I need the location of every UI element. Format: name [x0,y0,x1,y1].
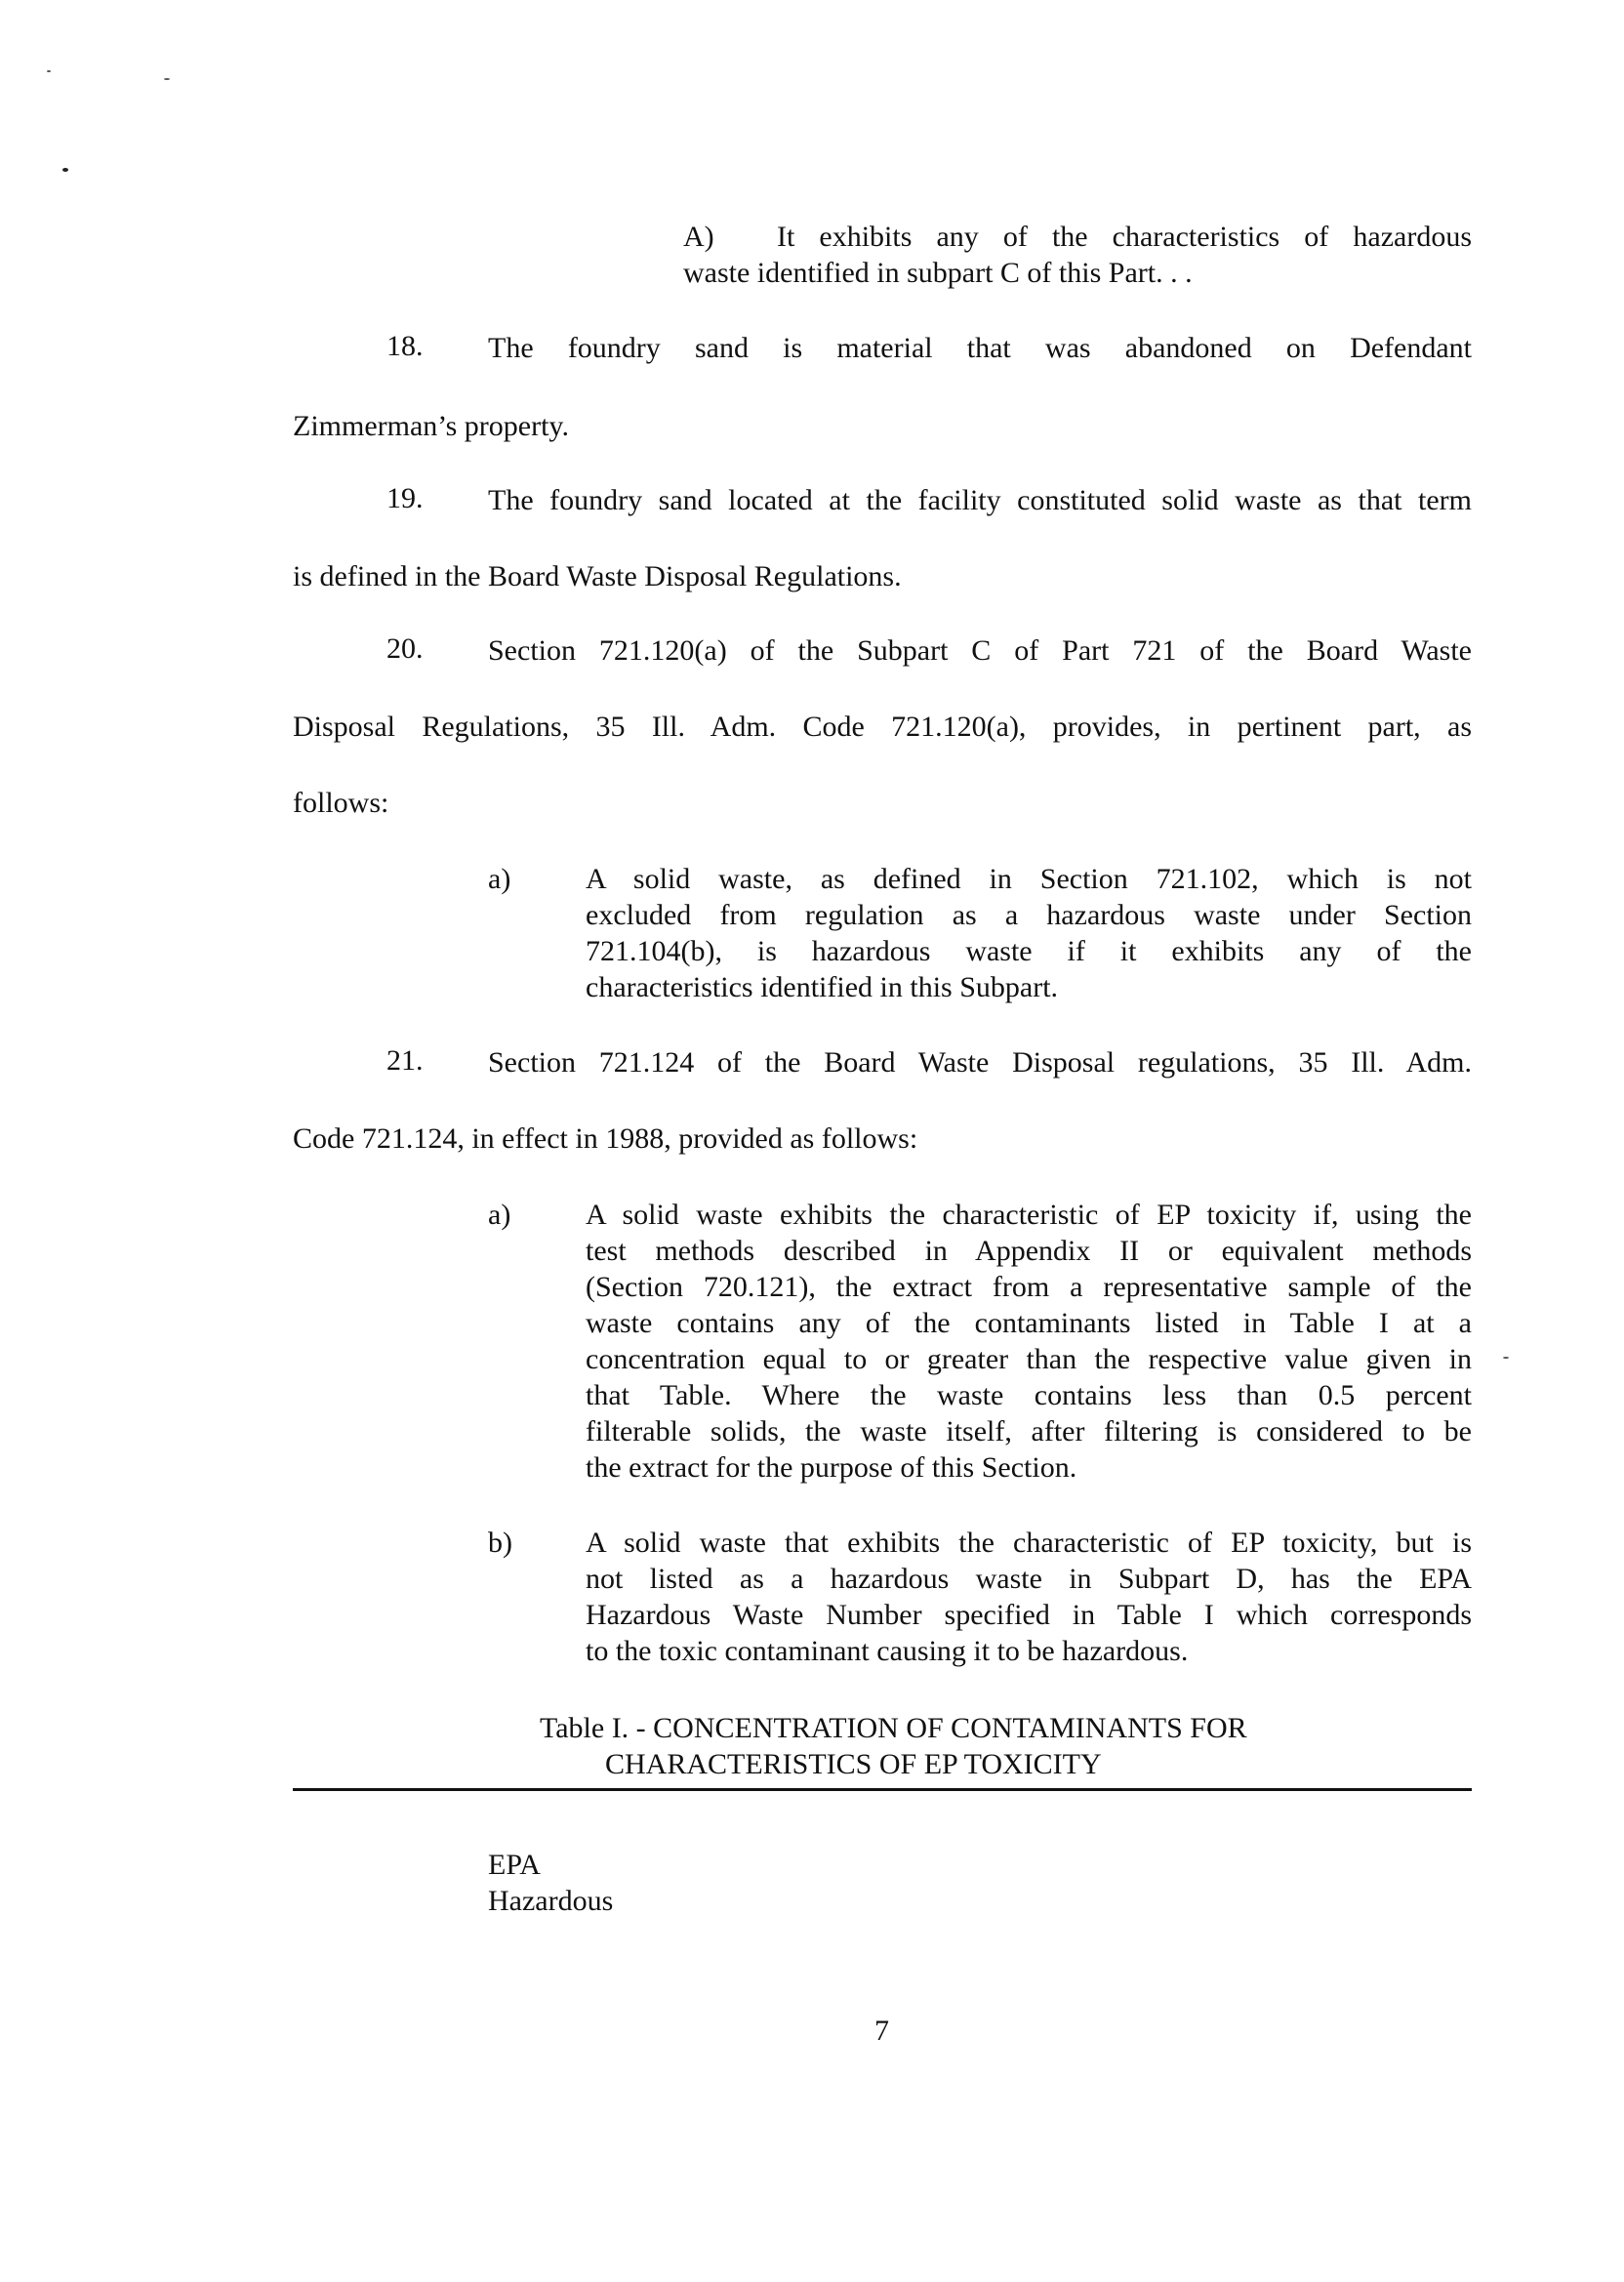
quote-line: (Section 720.121), the extract from a representative sample of the [586,1271,1472,1303]
quote-line: to the toxic contaminant causing it to be hazardous. [586,1635,1189,1667]
table-title: CHARACTERISTICS OF EP TOXICITY [605,1748,1102,1780]
table-title: Table I. - CONCENTRATION OF CONTAMINANTS FOR [540,1712,1247,1744]
quote-line: that Table. Where the waste contains less than 0.5 percent [586,1379,1472,1411]
table-column-header: Hazardous [488,1885,614,1917]
paragraph-line: Disposal Regulations, 35 Ill. Adm. Code 721.120(a), provides, in pertinent part, as [293,711,1472,743]
table-column-header: EPA [488,1849,541,1881]
table-top-rule [293,1788,1472,1791]
paragraph-number: 18. [386,330,424,362]
paragraph-number: 19. [386,482,424,514]
page-number: 7 [874,2015,889,2047]
quote-a-line: It exhibits any of the characteristics of hazardous [777,221,1472,253]
paragraph-line: Section 721.120(a) of the Subpart C of Part 721 of the Board Waste [488,634,1472,667]
quote-a-line: waste identified in subpart C of this Part. . . [683,257,1193,289]
paragraph-line: follows: [293,787,389,819]
scan-speck [164,78,170,80]
scan-speck [62,168,68,172]
quote-line: A solid waste, as defined in Section 721.102, which is not [586,863,1472,895]
quote-line: waste contains any of the contaminants listed in Table I at a [586,1307,1472,1339]
quote-line: excluded from regulation as a hazardous waste under Section [586,899,1472,931]
quote-line: the extract for the purpose of this Section. [586,1451,1077,1484]
quote-a-label: A) [683,221,714,253]
scan-speck [47,70,51,72]
quote-line: A solid waste exhibits the characteristic of EP toxicity if, using the [586,1199,1472,1231]
paragraph-line: Code 721.124, in effect in 1988, provided as follows: [293,1122,918,1155]
paragraph-line: The foundry sand located at the facility constituted solid waste as that term [488,484,1472,516]
paragraph-line: The foundry sand is material that was abandoned on Defendant [488,332,1472,364]
paragraph-line: Zimmerman’s property. [293,410,569,442]
quote-line: concentration equal to or greater than the respective value given in [586,1343,1472,1375]
quote-line: filterable solids, the waste itself, after filtering is considered to be [586,1415,1472,1447]
quote-line: 721.104(b), is hazardous waste if it exhibits any of the [586,935,1472,967]
quote-label: a) [488,1199,511,1231]
quote-label: a) [488,863,511,895]
paragraph-number: 21. [386,1044,424,1077]
quote-label: b) [488,1527,512,1559]
quote-line: not listed as a hazardous waste in Subpart D, has the EPA [586,1563,1472,1595]
paragraph-number: 20. [386,632,424,665]
quote-line: A solid waste that exhibits the characteristic of EP toxicity, but is [586,1527,1472,1559]
paragraph-line: Section 721.124 of the Board Waste Disposal regulations, 35 Ill. Adm. [488,1046,1472,1079]
quote-line: Hazardous Waste Number specified in Table I which corresponds [586,1599,1472,1631]
quote-line: characteristics identified in this Subpart. [586,971,1059,1003]
paragraph-line: is defined in the Board Waste Disposal Regulations. [293,560,902,592]
quote-line: test methods described in Appendix II or equivalent methods [586,1235,1472,1267]
scan-speck [1503,1357,1509,1359]
